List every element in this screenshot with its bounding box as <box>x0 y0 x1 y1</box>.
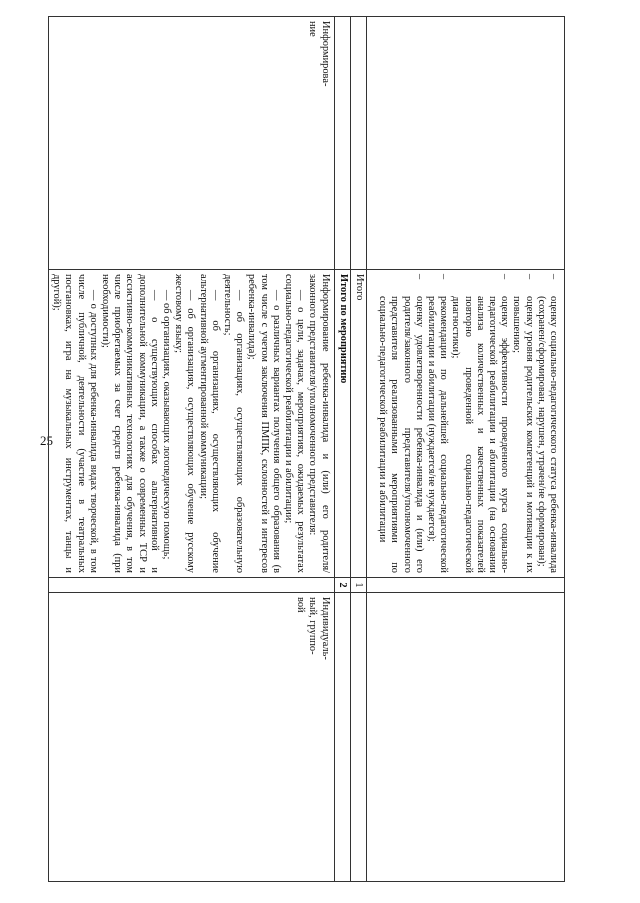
table-row <box>367 17 565 882</box>
list-dash: – <box>438 274 450 280</box>
itogo-label: Итого <box>350 270 366 578</box>
category-cell-1 <box>367 17 565 270</box>
list-dash: – <box>499 274 511 280</box>
list-dash: – <box>413 274 425 280</box>
inform-item: — об организациях, осуществляющих обучение альтернативной аугментированной коммуникации; <box>197 274 221 573</box>
format-cell: Индивидуаль- ный, группо- вой <box>48 593 334 882</box>
inform-item: — о существующих способах альтернативной и дополнительной коммуникации, а также о современных ТСР и ассистивно-коммуникативных технологиях для обучения, в том числе приобретаемых за счет средств ребенка-инвалида (при необходимости); <box>99 274 160 573</box>
empty-cell <box>350 17 366 270</box>
table-row <box>48 17 334 882</box>
inform-content-cell <box>48 270 334 578</box>
inform-item: — об организациях, осуществляющих образовательную деятельность; <box>221 274 246 573</box>
empty-cell <box>334 593 350 882</box>
rotated-table-page <box>51 16 565 881</box>
category-cell-2: Информирова- ние <box>48 17 334 270</box>
page-number: 25 <box>40 433 53 448</box>
itogo-value: 1 <box>350 578 366 593</box>
itogo-po-value: 2 <box>334 578 350 593</box>
value-cell <box>48 578 334 593</box>
list-dash: – <box>548 274 559 280</box>
list-dash: – <box>523 274 535 280</box>
list-item: – рекомендации по дальнейшей социально-педагогической реабилитации и абилитации (нуждается/не нуждается); <box>425 274 450 573</box>
inform-item: — об организациях, осуществляющих обучение русскому жестовому языку; <box>173 274 197 574</box>
value-cell <box>367 578 565 593</box>
inform-item: — о различных вариантах получения общего образования (в том числе с учетом заключения ПМПК, склонностей и интересов ребенка-инвалида); <box>246 274 282 573</box>
list-item: – оценку эффективности проведенного курса социально-педагогической реабилитации и абилитации (на основании анализа количественных и качественных показателей повторно проведенной социально-педагогической диагностики); <box>450 274 511 573</box>
itogo-po-label: Итого по мероприятию <box>334 270 350 578</box>
list-item: – оценку социально-педагогического статуса ребенка-инвалида (сохранен/сформирован, нарушен, утрачен/не сформирован); <box>535 274 559 573</box>
table-row <box>350 17 366 882</box>
empty-cell <box>350 593 366 882</box>
inform-item: — о доступных для ребенка-инвалида видах творческой, в том числе публичной, деятельности (участие в театральных постановках, игра на музыкальных инструментах, танцы и другой); <box>51 274 99 573</box>
assessment-content-cell <box>367 270 565 578</box>
table-row <box>334 17 350 882</box>
inform-item: — об организациях, оказывающих логопедическую помощь; <box>160 290 172 560</box>
list-item: – оценку уровня родительских компетенций и мотивации к их повышению; <box>511 274 535 573</box>
list-item: – оценку удовлетворенности ребенка-инвалида и (или) его родителя/законного представителя/уполномоченного представителя реализованными мероприятиями по социально-педагогической реабилитации и абилитации <box>377 274 425 573</box>
empty-cell <box>334 17 350 270</box>
format-cell <box>367 593 565 882</box>
inform-item: — о цели, задачах, мероприятиях, ожидаемых результатах социально-педагогической реабилитации и абилитации; <box>282 274 307 573</box>
rehabilitation-table <box>48 16 565 882</box>
inform-intro: Информирование ребенка-инвалида и (или) его родителя/законного представителя/уполномоченного представителя: <box>307 274 331 573</box>
